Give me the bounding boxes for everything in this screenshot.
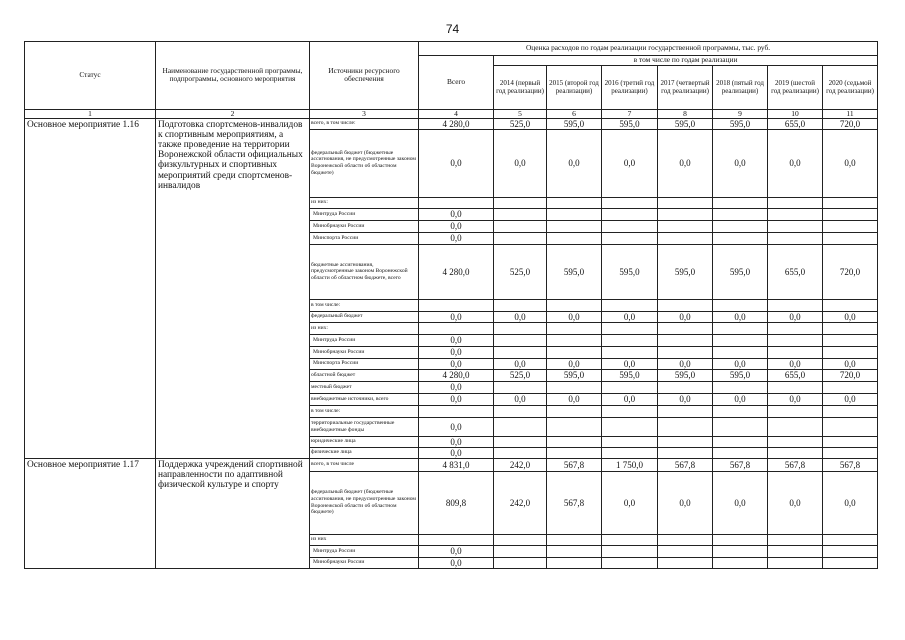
year-value <box>494 346 547 358</box>
year-value <box>547 334 602 346</box>
year-value <box>494 299 547 311</box>
header-by-years: в том числе по годам реализации <box>494 56 878 66</box>
year-value <box>602 436 658 447</box>
year-value <box>494 417 547 436</box>
year-value <box>713 557 768 568</box>
year-value: 0,0 <box>823 393 878 405</box>
funding-source: из них: <box>310 322 419 334</box>
year-value <box>768 436 823 447</box>
year-value <box>547 322 602 334</box>
year-value <box>602 545 658 557</box>
year-value: 525,0 <box>494 118 547 129</box>
funding-source: физические лица <box>310 447 419 458</box>
total-value: 4 280,0 <box>419 369 494 381</box>
year-value <box>823 220 878 232</box>
total-value <box>419 299 494 311</box>
year-value <box>494 405 547 417</box>
total-value: 0,0 <box>419 232 494 244</box>
column-number: 11 <box>823 109 878 118</box>
year-value: 655,0 <box>768 118 823 129</box>
header-total: Всего <box>419 56 494 110</box>
funding-source: Минобрнауки России <box>310 220 419 232</box>
total-value: 4 831,0 <box>419 458 494 471</box>
year-value <box>713 232 768 244</box>
year-value <box>602 557 658 568</box>
year-value <box>547 534 602 545</box>
year-value: 0,0 <box>494 393 547 405</box>
year-value <box>602 322 658 334</box>
year-value: 525,0 <box>494 244 547 299</box>
funding-source: в том числе: <box>310 405 419 417</box>
year-value: 595,0 <box>658 369 713 381</box>
year-value <box>547 197 602 208</box>
year-value <box>658 557 713 568</box>
year-value <box>547 417 602 436</box>
year-value: 0,0 <box>547 393 602 405</box>
header-sources: Источники ресурсного обеспечения <box>310 42 419 110</box>
year-value <box>602 534 658 545</box>
year-value: 0,0 <box>494 358 547 369</box>
total-value: 0,0 <box>419 358 494 369</box>
year-value <box>547 299 602 311</box>
column-number: 9 <box>713 109 768 118</box>
table-row <box>25 458 878 471</box>
year-value: 595,0 <box>602 369 658 381</box>
year-value <box>494 220 547 232</box>
year-value <box>768 405 823 417</box>
year-value: 595,0 <box>713 118 768 129</box>
year-value <box>658 197 713 208</box>
year-value <box>494 334 547 346</box>
year-value <box>494 447 547 458</box>
funding-source: Минобрнауки России <box>310 557 419 568</box>
total-value: 0,0 <box>419 417 494 436</box>
year-value: 242,0 <box>494 471 547 534</box>
header-year: 2018 (пятый год реализации) <box>713 65 768 109</box>
year-value <box>658 334 713 346</box>
year-value <box>658 346 713 358</box>
year-value: 1 750,0 <box>602 458 658 471</box>
year-value <box>494 208 547 220</box>
row-program-name: Подготовка спортсменов-инвалидов к спортивным мероприятиям, а также проведение на территории Воронежской области официальных физкультурных и спортивных мероприятий среди спортсменов-инвалидов <box>156 118 310 458</box>
year-value <box>713 381 768 393</box>
funding-source: Минспорта России <box>310 358 419 369</box>
year-value: 0,0 <box>547 311 602 322</box>
year-value <box>658 436 713 447</box>
year-value <box>823 232 878 244</box>
year-value <box>713 545 768 557</box>
funding-source: территориальные государственные внебюджетные фонды <box>310 417 419 436</box>
funding-source: Минтруда России <box>310 208 419 220</box>
column-number: 3 <box>310 109 419 118</box>
column-number: 6 <box>547 109 602 118</box>
year-value <box>494 557 547 568</box>
row-program-name: Поддержка учреждений спортивной направленности по адаптивной физической культуре и спорту <box>156 458 310 568</box>
year-value: 595,0 <box>602 244 658 299</box>
year-value: 595,0 <box>602 118 658 129</box>
year-value: 595,0 <box>547 244 602 299</box>
year-value: 525,0 <box>494 369 547 381</box>
header-name: Наименование государственной программы, подпрограммы, основного мероприятия <box>156 42 310 110</box>
year-value <box>768 381 823 393</box>
year-value: 242,0 <box>494 458 547 471</box>
year-value <box>547 220 602 232</box>
funding-source: Минтруда России <box>310 334 419 346</box>
year-value <box>494 197 547 208</box>
year-value <box>602 208 658 220</box>
year-value <box>823 436 878 447</box>
year-value <box>713 436 768 447</box>
year-value <box>768 545 823 557</box>
year-value <box>547 557 602 568</box>
funding-source: федеральный бюджет (бюджетные ассигнования, не предусмотренные законом Воронежской области об областном бюджете) <box>310 471 419 534</box>
funding-source: всего, в том числе <box>310 458 419 471</box>
year-value <box>658 220 713 232</box>
funding-source: всего, в том числе: <box>310 118 419 129</box>
total-value: 0,0 <box>419 311 494 322</box>
column-number: 8 <box>658 109 713 118</box>
header-estimate: Оценка расходов по годам реализации государственной программы, тыс. руб. <box>419 42 878 56</box>
total-value: 0,0 <box>419 129 494 197</box>
funding-source: федеральный бюджет <box>310 311 419 322</box>
header-year: 2019 (шестой год реализации) <box>768 65 823 109</box>
year-value <box>823 534 878 545</box>
total-value: 0,0 <box>419 557 494 568</box>
year-value <box>713 220 768 232</box>
year-value: 720,0 <box>823 369 878 381</box>
year-value <box>823 197 878 208</box>
year-value <box>547 545 602 557</box>
total-value: 4 280,0 <box>419 118 494 129</box>
year-value <box>713 334 768 346</box>
year-value <box>768 299 823 311</box>
total-value: 0,0 <box>419 436 494 447</box>
year-value: 595,0 <box>547 369 602 381</box>
year-value: 0,0 <box>768 129 823 197</box>
column-number: 5 <box>494 109 547 118</box>
year-value: 0,0 <box>823 129 878 197</box>
year-value: 0,0 <box>602 129 658 197</box>
year-value: 567,8 <box>547 458 602 471</box>
year-value: 0,0 <box>713 358 768 369</box>
year-value <box>658 405 713 417</box>
page-number: 74 <box>445 22 460 36</box>
header-year: 2015 (второй год реализации) <box>547 65 602 109</box>
funding-source: Минспорта России <box>310 232 419 244</box>
funding-source: из них <box>310 534 419 545</box>
year-value: 595,0 <box>658 118 713 129</box>
year-value <box>494 381 547 393</box>
total-value: 809,8 <box>419 471 494 534</box>
year-value: 0,0 <box>547 358 602 369</box>
year-value: 0,0 <box>768 358 823 369</box>
year-value <box>658 232 713 244</box>
year-value: 567,8 <box>768 458 823 471</box>
total-value <box>419 405 494 417</box>
header-year: 2016 (третий год реализации) <box>602 65 658 109</box>
year-value <box>658 322 713 334</box>
year-value: 655,0 <box>768 369 823 381</box>
column-number: 1 <box>25 109 156 118</box>
year-value: 0,0 <box>823 358 878 369</box>
year-value: 567,8 <box>823 458 878 471</box>
year-value <box>602 220 658 232</box>
year-value: 567,8 <box>658 458 713 471</box>
total-value <box>419 197 494 208</box>
year-value: 0,0 <box>602 358 658 369</box>
year-value <box>658 299 713 311</box>
year-value <box>768 322 823 334</box>
year-value: 0,0 <box>494 129 547 197</box>
total-value: 0,0 <box>419 381 494 393</box>
year-value <box>547 232 602 244</box>
year-value <box>768 232 823 244</box>
year-value: 0,0 <box>823 311 878 322</box>
year-value <box>823 346 878 358</box>
year-value <box>494 534 547 545</box>
year-value <box>494 545 547 557</box>
year-value <box>768 346 823 358</box>
header-status: Статус <box>25 42 156 110</box>
year-value <box>823 322 878 334</box>
year-value <box>823 557 878 568</box>
year-value <box>602 447 658 458</box>
year-value <box>823 545 878 557</box>
year-value <box>768 557 823 568</box>
budget-table <box>24 41 878 569</box>
funding-source: Минобрнауки России <box>310 346 419 358</box>
total-value: 0,0 <box>419 220 494 232</box>
year-value: 720,0 <box>823 244 878 299</box>
year-value: 720,0 <box>823 118 878 129</box>
funding-source: в том числе: <box>310 299 419 311</box>
funding-source: из них: <box>310 197 419 208</box>
total-value: 0,0 <box>419 545 494 557</box>
column-number: 10 <box>768 109 823 118</box>
year-value <box>658 381 713 393</box>
funding-source: юридические лица <box>310 436 419 447</box>
year-value <box>602 299 658 311</box>
row-status: Основное мероприятие 1.16 <box>25 118 156 458</box>
column-number: 4 <box>419 109 494 118</box>
year-value <box>713 534 768 545</box>
year-value <box>768 208 823 220</box>
year-value <box>547 346 602 358</box>
year-value <box>658 447 713 458</box>
year-value <box>823 381 878 393</box>
funding-source: областной бюджет <box>310 369 419 381</box>
year-value: 0,0 <box>768 311 823 322</box>
row-status: Основное мероприятие 1.17 <box>25 458 156 568</box>
year-value <box>823 417 878 436</box>
year-value <box>602 381 658 393</box>
year-value <box>602 334 658 346</box>
total-value <box>419 322 494 334</box>
year-value: 567,8 <box>713 458 768 471</box>
year-value <box>658 545 713 557</box>
year-value <box>494 322 547 334</box>
year-value <box>768 334 823 346</box>
year-value: 0,0 <box>658 311 713 322</box>
year-value <box>602 232 658 244</box>
year-value: 0,0 <box>823 471 878 534</box>
total-value: 0,0 <box>419 447 494 458</box>
year-value <box>602 405 658 417</box>
year-value <box>494 436 547 447</box>
total-value: 4 280,0 <box>419 244 494 299</box>
total-value <box>419 534 494 545</box>
header-year: 2014 (первый год реализации) <box>494 65 547 109</box>
year-value: 0,0 <box>547 129 602 197</box>
year-value <box>658 417 713 436</box>
year-value <box>768 447 823 458</box>
year-value: 0,0 <box>658 471 713 534</box>
year-value <box>823 447 878 458</box>
year-value: 0,0 <box>713 471 768 534</box>
year-value <box>823 334 878 346</box>
year-value <box>547 436 602 447</box>
year-value <box>547 447 602 458</box>
header-year: 2017 (четвертый год реализации) <box>658 65 713 109</box>
year-value: 0,0 <box>602 471 658 534</box>
funding-source: местный бюджет <box>310 381 419 393</box>
year-value: 595,0 <box>713 369 768 381</box>
year-value <box>547 405 602 417</box>
total-value: 0,0 <box>419 334 494 346</box>
year-value: 0,0 <box>658 358 713 369</box>
year-value: 0,0 <box>768 393 823 405</box>
year-value <box>768 534 823 545</box>
year-value <box>494 232 547 244</box>
total-value: 0,0 <box>419 346 494 358</box>
year-value: 0,0 <box>713 393 768 405</box>
year-value <box>768 197 823 208</box>
year-value <box>713 417 768 436</box>
year-value <box>713 447 768 458</box>
year-value: 595,0 <box>658 244 713 299</box>
year-value <box>768 220 823 232</box>
column-number: 2 <box>156 109 310 118</box>
year-value: 655,0 <box>768 244 823 299</box>
year-value <box>713 322 768 334</box>
year-value: 0,0 <box>494 311 547 322</box>
year-value: 0,0 <box>658 393 713 405</box>
funding-source: внебюджетные источники, всего <box>310 393 419 405</box>
year-value <box>602 417 658 436</box>
year-value <box>823 299 878 311</box>
year-value <box>547 208 602 220</box>
year-value <box>658 534 713 545</box>
year-value <box>713 299 768 311</box>
year-value: 0,0 <box>658 129 713 197</box>
year-value: 0,0 <box>602 311 658 322</box>
total-value: 0,0 <box>419 208 494 220</box>
year-value <box>602 346 658 358</box>
column-number: 7 <box>602 109 658 118</box>
header-year: 2020 (седьмой год реализации) <box>823 65 878 109</box>
total-value: 0,0 <box>419 393 494 405</box>
year-value <box>547 381 602 393</box>
year-value: 0,0 <box>602 393 658 405</box>
year-value <box>713 405 768 417</box>
year-value: 0,0 <box>713 129 768 197</box>
year-value <box>658 208 713 220</box>
year-value <box>768 417 823 436</box>
year-value: 567,8 <box>547 471 602 534</box>
funding-source: Минтруда России <box>310 545 419 557</box>
year-value: 0,0 <box>713 311 768 322</box>
year-value <box>602 197 658 208</box>
year-value <box>823 405 878 417</box>
funding-source: бюджетные ассигнования, предусмотренные законом Воронежской области об областном бюджете, всего <box>310 244 419 299</box>
year-value <box>713 346 768 358</box>
year-value: 595,0 <box>547 118 602 129</box>
year-value: 0,0 <box>768 471 823 534</box>
table-row <box>25 118 878 129</box>
year-value <box>713 197 768 208</box>
year-value: 595,0 <box>713 244 768 299</box>
year-value <box>823 208 878 220</box>
year-value <box>713 208 768 220</box>
funding-source: федеральный бюджет (бюджетные ассигнования, не предусмотренные законом Воронежской области об областном бюджете) <box>310 129 419 197</box>
